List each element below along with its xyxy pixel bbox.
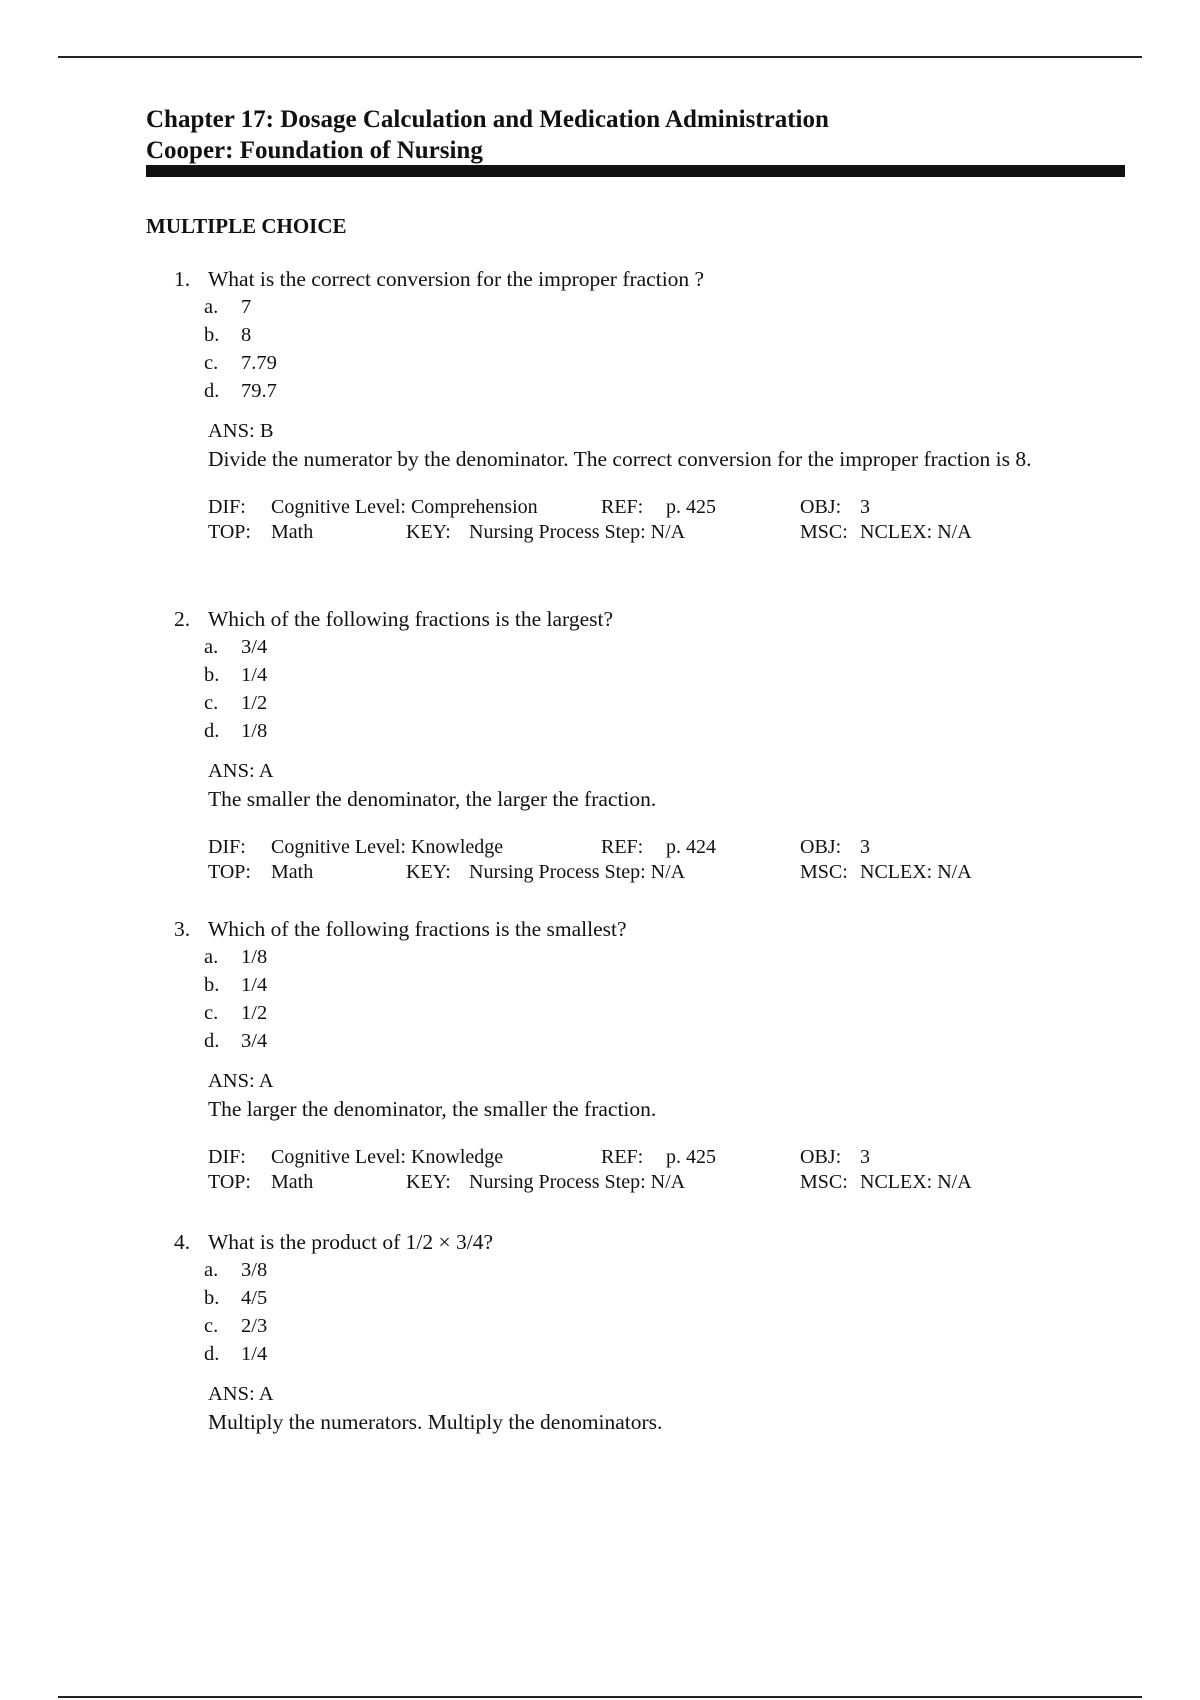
option-letter: c.: [204, 692, 219, 714]
question-3: [146, 915, 1126, 1195]
ref-label: REF:: [601, 496, 644, 518]
obj-label: OBJ:: [800, 836, 842, 858]
answer: ANS: B: [208, 420, 274, 442]
option-c: [146, 689, 1126, 717]
option-c: [146, 349, 1126, 377]
option-a: [146, 293, 1126, 321]
rationale: The larger the denominator, the smaller the fraction.: [208, 1097, 657, 1121]
msc-value: NCLEX: N/A: [860, 521, 972, 543]
option-d: [146, 1027, 1126, 1055]
option-letter: d.: [204, 720, 220, 742]
key-label: KEY:: [406, 521, 451, 543]
ref-label: REF:: [601, 836, 644, 858]
book-subtitle: Cooper: Foundation of Nursing: [146, 137, 483, 164]
key-value: Nursing Process Step: N/A: [469, 1171, 686, 1193]
option-text: 7.79: [241, 352, 277, 374]
question-text: Which of the following fractions is the smallest?: [208, 917, 627, 941]
ref-value: p. 424: [666, 836, 716, 858]
chapter-title: Chapter 17: Dosage Calculation and Medication Administration: [146, 106, 829, 133]
top-label: TOP:: [208, 861, 251, 883]
ref-label: REF:: [601, 1146, 644, 1168]
msc-label: MSC:: [800, 521, 848, 543]
option-b: [146, 661, 1126, 689]
option-letter: c.: [204, 1002, 219, 1024]
question-number: 1.: [174, 267, 191, 291]
header-divider: [146, 165, 1125, 177]
ref-value: p. 425: [666, 1146, 716, 1168]
option-c: [146, 1312, 1126, 1340]
option-text: 7: [241, 296, 252, 318]
top-rule: [58, 56, 1142, 58]
option-letter: d.: [204, 380, 220, 402]
question-metadata: [208, 1145, 1126, 1195]
option-text: 2/3: [241, 1315, 268, 1337]
key-label: KEY:: [406, 1171, 451, 1193]
dif-label: DIF:: [208, 1146, 246, 1168]
top-value: Math: [271, 861, 314, 883]
rationale: Divide the numerator by the denominator. The correct conversion for the improper fraction is 8.: [208, 447, 1032, 471]
dif-value: Cognitive Level: Knowledge: [271, 836, 504, 858]
option-text: 3/4: [241, 636, 268, 658]
answer: ANS: A: [208, 1383, 274, 1405]
option-c: [146, 999, 1126, 1027]
option-letter: a.: [204, 1259, 219, 1281]
question-text: What is the correct conversion for the improper fraction ?: [208, 267, 705, 291]
key-label: KEY:: [406, 861, 451, 883]
obj-label: OBJ:: [800, 1146, 842, 1168]
key-value: Nursing Process Step: N/A: [469, 521, 686, 543]
answer: ANS: A: [208, 760, 274, 782]
dif-label: DIF:: [208, 496, 246, 518]
question-2: [146, 605, 1126, 885]
msc-value: NCLEX: N/A: [860, 1171, 972, 1193]
option-text: 1/2: [241, 692, 268, 714]
msc-label: MSC:: [800, 1171, 848, 1193]
question-number: 4.: [174, 1230, 191, 1254]
option-text: 8: [241, 324, 252, 346]
question-metadata: [208, 835, 1126, 885]
msc-value: NCLEX: N/A: [860, 861, 972, 883]
option-letter: c.: [204, 352, 219, 374]
dif-label: DIF:: [208, 836, 246, 858]
ref-value: p. 425: [666, 496, 716, 518]
obj-value: 3: [860, 1146, 870, 1168]
key-value: Nursing Process Step: N/A: [469, 861, 686, 883]
option-letter: b.: [204, 324, 220, 346]
option-letter: d.: [204, 1343, 220, 1365]
rationale: Multiply the numerators. Multiply the denominators.: [208, 1410, 663, 1434]
option-text: 3/8: [241, 1259, 268, 1281]
option-b: [146, 1284, 1126, 1312]
obj-value: 3: [860, 836, 870, 858]
option-a: [146, 1256, 1126, 1284]
question-text: What is the product of 1/2 × 3/4?: [208, 1230, 493, 1254]
answer: ANS: A: [208, 1070, 274, 1092]
question-text: Which of the following fractions is the largest?: [208, 607, 614, 631]
option-d: [146, 1340, 1126, 1368]
obj-value: 3: [860, 496, 870, 518]
question-number: 2.: [174, 607, 191, 631]
option-text: 1/4: [241, 974, 268, 996]
option-letter: c.: [204, 1315, 219, 1337]
document-header: [146, 104, 829, 166]
option-text: 79.7: [241, 380, 277, 402]
section-heading: MULTIPLE CHOICE: [146, 214, 347, 238]
option-text: 1/4: [241, 664, 268, 686]
option-text: 1/2: [241, 1002, 268, 1024]
rationale: The smaller the denominator, the larger the fraction.: [208, 787, 657, 811]
top-value: Math: [271, 1171, 314, 1193]
option-b: [146, 971, 1126, 999]
option-b: [146, 321, 1126, 349]
option-letter: b.: [204, 664, 220, 686]
option-letter: a.: [204, 946, 219, 968]
question-metadata: [208, 495, 1126, 545]
bottom-rule: [58, 1696, 1142, 1698]
option-a: [146, 633, 1126, 661]
option-letter: b.: [204, 1287, 220, 1309]
msc-label: MSC:: [800, 861, 848, 883]
option-text: 4/5: [241, 1287, 268, 1309]
option-letter: a.: [204, 636, 219, 658]
dif-value: Cognitive Level: Knowledge: [271, 1146, 504, 1168]
option-d: [146, 717, 1126, 745]
top-label: TOP:: [208, 1171, 251, 1193]
option-letter: a.: [204, 296, 219, 318]
top-value: Math: [271, 521, 314, 543]
dif-value: Cognitive Level: Comprehension: [271, 496, 538, 518]
option-letter: d.: [204, 1030, 220, 1052]
option-d: [146, 377, 1126, 405]
option-letter: b.: [204, 974, 220, 996]
option-a: [146, 943, 1126, 971]
option-text: 1/4: [241, 1343, 268, 1365]
obj-label: OBJ:: [800, 496, 842, 518]
option-text: 3/4: [241, 1030, 268, 1052]
option-text: 1/8: [241, 720, 268, 742]
question-4: [146, 1228, 1126, 1436]
question-number: 3.: [174, 917, 191, 941]
question-1: [146, 265, 1126, 545]
top-label: TOP:: [208, 521, 251, 543]
option-text: 1/8: [241, 946, 268, 968]
